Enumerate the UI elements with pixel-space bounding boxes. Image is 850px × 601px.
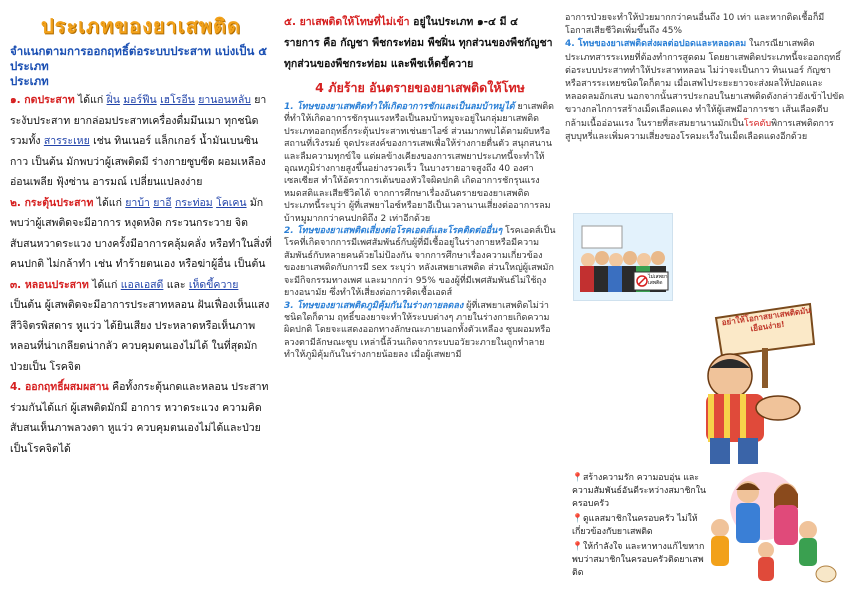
column-middle — [284, 0, 556, 601]
type-3-heading: ๓. หลอนประสาท — [10, 278, 89, 291]
text: ยาระงับประสาท ยากล่อมประสาทเครื่องดื่มมึนเมา ทุกชนิด รวมทั้ง — [10, 94, 267, 147]
crowd-icon — [574, 214, 672, 300]
type-5-paragraph — [284, 12, 556, 75]
text: คือทั้งกระตุ้นกดและหลอน ประสาทร่วมกันได้แก่ ผู้เสพติดมักมี อาการ หวาดระแวง ความคิดสับสนเห็นภาพลวงตา หูแว่ว ควบคุมตนเองไม่ได้และป่วยเป็นโรคจิตได้ — [10, 381, 269, 455]
danger-3 — [284, 300, 556, 362]
text: ได้แก่ — [74, 94, 107, 106]
type-4-heading: 4. ออกฤทธิ์ผสมผสาน — [10, 381, 109, 393]
prevention-list — [572, 472, 708, 582]
family-illustration — [690, 470, 840, 590]
type-2-paragraph — [10, 193, 272, 275]
subtitle: จำแนกตามการออกฤทธิ์ต่อระบบประสาท แบ่งเป็น ๕ ประเภท — [10, 44, 268, 73]
page-title: ประเภทของยาเสพติด — [41, 14, 241, 38]
pin-icon: 📍 — [572, 542, 583, 552]
list-item — [572, 541, 708, 580]
text: โรคเอดส์เป็นโรคที่เกิดจากการมีเพศสัมพันธ์กับผู้ที่มีเชื้ออยู่ในร่างกายหรือมีความสัมพันธ์กับหลายคนด้วยไม่ป้องกัน จากการศึกษาเรื่องความเกี่ยวข้องของยาเสพติดกับการมี sex ระบุว่า หลังเสพยาเสพติด ส่วนใหญ่ผู้เสพมักจะมีกิจกรรมทางเพศ และมากกว่า 95% ของผู้ที่มีเพศสัมพันธ์ไม่ใช้ถุงยางอนามัย ซึ่งทำให้เสี่ยงต่อการติดเชื้อเอดส์ — [284, 226, 556, 299]
text: เป็นต้น ผู้เสพติดจะมีอาการประสาทหลอน ฝันเฟื่องเห็นแสงสีวิจิตรพิสดาร หูแว่ว ได้ยินเสียง ประหลาดหรือเห็นภาพหลอนที่น่าเกลียดน่ากลัว ควบคุมตนเองไม่ได้ ในที่สุดมักป่วยเป็น โรคจิต — [10, 299, 270, 373]
link-lsd[interactable]: แอลเอสดี — [120, 278, 164, 291]
text: มักพบว่าผู้เสพติดจะมีอาการ หงุดหงิด กระวนกระวาย จิตสับสนหวาดระแวง บางครั้งมีอาการคลุ้มคลั่ง หรือทำในสิ่งที่คนปกติ ไม่กล้าทำ เช่น ทำร้ายตนเอง หรือฆ่าผู้อื่น เป็นต้น — [10, 196, 272, 270]
link-mushroom[interactable]: เห็ดขี้ควาย — [188, 278, 239, 291]
danger-4-heading: 4. โทษของยาเสพติดส่งผลต่อปอดและหลอดลม — [565, 39, 747, 50]
text: ได้แก่ — [93, 196, 126, 209]
text: อยู่ในประเภท ๑-๔ มี ๔ รายการ คือ กัญชา พืชกระท่อม พืชฝิ่น ทุกส่วนของพืชกัญชา ทุกส่วนของพืชกระท่อม และพืชเห็ดขี้ควาย — [284, 16, 553, 70]
type-1-heading: ๑. กดประสาท — [10, 94, 75, 106]
column-right — [565, 0, 845, 210]
section-heading: 4 ภัยร้าย อันตรายของยาเสพติดให้โทษ — [315, 80, 525, 95]
type-2-heading: ๒. กระตุ้นประสาท — [10, 196, 94, 209]
list-item — [572, 472, 708, 511]
continued-paragraph: อาการป่วยจะทำให้ป่วยมากกว่าคนอื่นถึง 10 เท่า และหากติดเชื้อก็มีโอกาสเสียชีวิตเพิ่มขึ้นถึง 45% — [565, 13, 825, 37]
type-label: ประเภท — [10, 74, 49, 88]
pin-icon: 📍 — [572, 473, 583, 483]
link-ecstasy[interactable]: ยาอี — [153, 196, 172, 209]
text: และ — [163, 278, 189, 291]
family-icon — [690, 470, 840, 590]
text: ยาเสพติดที่ทำให้เกิดอาการชักรุนแรงหรือเป็นลมบ้าหมูจะอยู่ในกลุ่มยาเสพติดประเภทออกฤทธิ์กระตุ้นประสาทเช่นยาไอซ์ ส่วนมากพบได้ตามผับหรือสถานที่เริงรมย์ จุดประสงค์ของการเสพเพื่อให้ร่างกายตื่นตัว สนุกสนานและลืมความทุกข์ใจ แต่ผลข้างเคียงของการเสพยาประเภทนี้จะทำให้อุณหภูมิร่างกายสูงขึ้นอย่างรวดเร็ว ในบางรายอาจสูงถึง 40 องศาเซลเซียส ทำให้อัตราการเต้นของหัวใจผิดปกติ เกิดอาการชักรุนแรง หมดสติและเสียชีวิตได้ จากการศึกษาเรื่องอันตรายของยาเสพติดประเภทนี้ระบุว่า ผู้ที่เสพยาไอซ์หรือยาอีเป็นเวลานานเสี่ยงต่ออาการลมบ้าหมูมากกว่าคนปกติถึง 2 เท่าอีกด้วย — [284, 102, 554, 224]
text: พิการเสพติดการสูบบุหรี่และเพิ่มความเสี่ยงของโรคมะเร็งในเม็ดเลือดแดงอีกด้วย — [565, 118, 834, 142]
danger-1 — [284, 101, 556, 225]
pin-icon: 📍 — [572, 514, 583, 524]
link-heroin[interactable]: เฮโรอีน — [160, 94, 195, 106]
link-sleeping-pill[interactable]: ยานอนหลับ — [198, 94, 251, 106]
text-highlight: โรคตับ — [743, 118, 772, 129]
danger-3-heading: 3. โทษของยาเสพติดภูมิคุ้มกันในร่างกายลดลง — [284, 300, 464, 311]
link-opium[interactable]: ฝิ่น — [106, 94, 120, 106]
no-drugs-sign: ไม่เสพยาเสพติด — [648, 274, 668, 286]
list-item — [572, 513, 708, 539]
crowd-illustration — [573, 213, 673, 301]
text: ได้แก่ — [88, 278, 121, 291]
text: ดูแลสมาชิกในครอบครัว ไม่ให้เกี่ยวข้องกับยาเสพติด — [572, 514, 698, 537]
danger-2-heading: 2. โทษของยาเสพติดเสี่ยงต่อโรคเอดส์และโรคติดต่ออื่นๆ — [284, 226, 503, 237]
link-yaba[interactable]: ยาบ้า — [125, 196, 150, 209]
danger-2 — [284, 225, 556, 299]
warning-sign: อย่าให้โอกาสยาเสพติดมันเยือนง่าย! — [721, 305, 812, 334]
text: สร้างความรัก ความอบอุ่น และความสัมพันธ์อันดีระหว่างสมาชิกในครอบครัว — [572, 473, 707, 509]
link-cocaine[interactable]: โคเคน — [216, 196, 247, 209]
link-volatile[interactable]: สารระเหย — [43, 135, 90, 147]
angry-man-illustration — [678, 298, 828, 468]
danger-4 — [565, 38, 845, 144]
text: ผู้ที่เสพยาเสพติดไม่ว่าชนิดใดก็ตาม ฤทธิ์ของยาจะทำให้ระบบต่างๆ ภายในร่างกายเกิดความผิดปกติ โดยจะแสดงออกทางลักษณะภายนอกทั้งตัวเหลือง ซูบผอมหรือลวงตามีลักษณะซูบ เหล่านี้ล้วนเกิดจากระบบอวัยวะภายในถูกทำลาย ทำให้ภูมิคุ้มกันในร่างกายน้อยลง เมื่อผู้เสพยามี — [284, 300, 551, 361]
type-4-paragraph — [10, 377, 272, 459]
text: เช่น ทินเนอร์ แล็กเกอร์ น้ำมันเบนซิน กาว เป็นต้น มักพบว่าผู้เสพติดมี ร่างกายซูบซีด ผอมเหลือง อ่อนเพลีย ฟุ้งซ่าน อารมณ์ เปลี่ยนแปลงง่าย — [10, 135, 266, 188]
text: ในกรณียาเสพติดประเภทสารระเหยที่ต้องทำการสูดดม โดยยาเสพติดประเภทนี้จะออกฤทธิ์ต่อระบบประสาททำให้ประสาทหลอน ไม่ว่าจะเป็นกาว ทินเนอร์ กัญชาหรือสารระเหยชนิดใดก็ตาม เมื่อเสพไประยะยาวจะส่งผลให้ปอดและหลอดลมอักเสบ นอกจากนั้นสารประกอบในยาเสพติดดังกล่าวยังเข้าไปขัดขวางกลไกการสร้างเม็ดเลือดแดง ทำให้ผู้เสพมีอาการชา เส้นเลือดตีบ กล้ามเนื้ออ่อนแรง ในรายที่สะสมยานานมักเป็น — [565, 39, 845, 129]
type-5-heading: ๕. ยาเสพติดให้โทษที่ไม่เข้า — [284, 16, 410, 28]
type-3-paragraph — [10, 275, 272, 378]
link-kratom[interactable]: กระท่อม — [174, 196, 213, 209]
type-1-paragraph — [10, 90, 272, 193]
column-left — [10, 0, 272, 601]
text: ให้กำลังใจ และหาทางแก้ไขหากพบว่าสมาชิกในครอบครัวติดยาเสพติด — [572, 542, 705, 578]
link-morphine[interactable]: มอร์ฟีน — [123, 94, 157, 106]
danger-1-heading: 1. โทษของยาเสพติดทำให้เกิดอาการชักและเป็นลมบ้าหมูได้ — [284, 102, 515, 112]
